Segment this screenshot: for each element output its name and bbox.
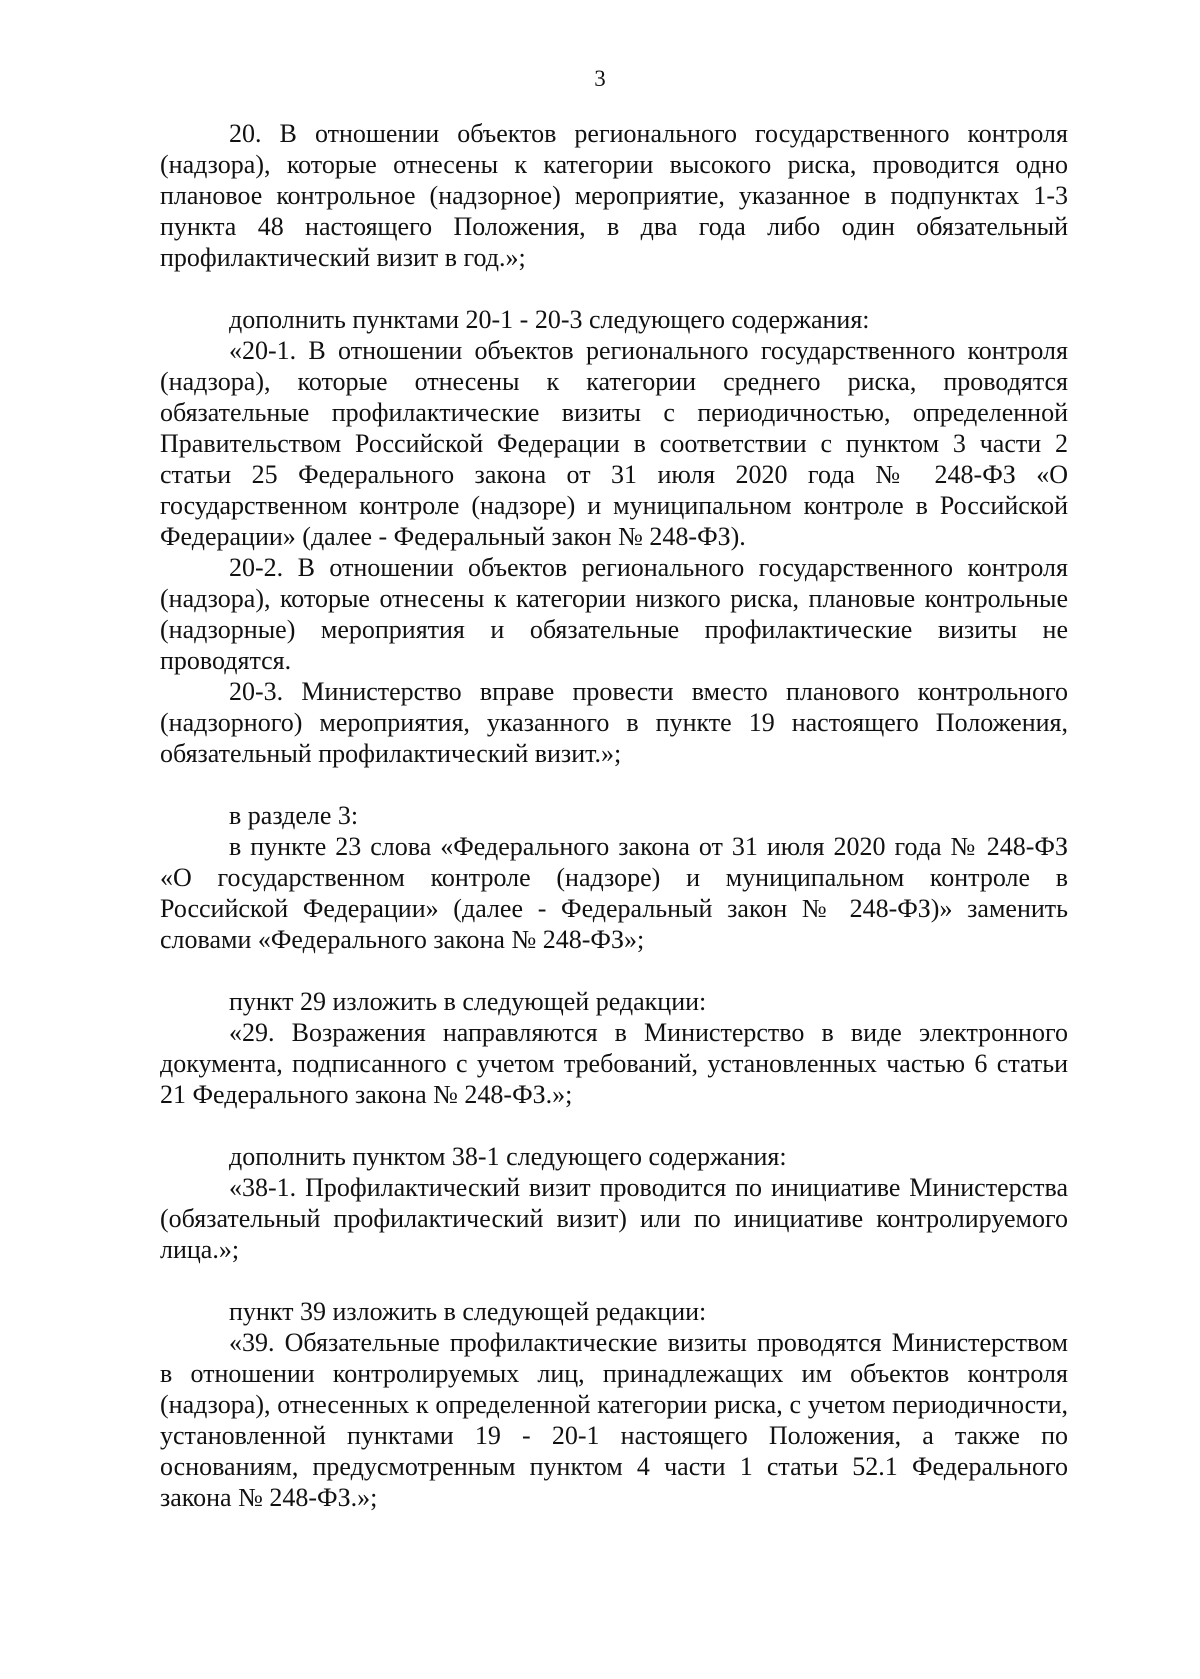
- paragraph-gap: [160, 769, 1068, 800]
- paragraph-item-39-intro: пункт 39 изложить в следующей редакции:: [229, 1297, 707, 1326]
- paragraph-item-20-1: «20-1. В отношении объектов регионального государственного контроля (надзора), которые отнесены к категории среднего риска, проводятся обязательные профилактические визиты с периодичностью, определенной Правительством Российской Федерации в соответствии с пунктом 3 части 2 статьи 25 Федерального закона от 31 июля 2020 года № 248-ФЗ «О государственном контроле (надзоре) и муниципальном контроле в Российской Федерации» (далее - Федеральный закон № 248-ФЗ).: [160, 336, 1068, 551]
- paragraph-item-38-1-intro: дополнить пунктом 38-1 следующего содержания:: [229, 1142, 787, 1171]
- paragraph-amendment-intro: дополнить пунктами 20-1 - 20-3 следующего содержания:: [229, 305, 870, 334]
- paragraph-item-23: в пункте 23 слова «Федерального закона от 31 июля 2020 года № 248-ФЗ «О государственном контроле (надзоре) и муниципальном контроле в Российской Федерации» (далее - Федеральный закон № 248-ФЗ)» заменить словами «Федерального закона № 248-ФЗ»;: [160, 832, 1068, 954]
- paragraph-item-29: «29. Возражения направляются в Министерство в виде электронного документа, подписанного с учетом требований, установленных частью 6 статьи 21 Федерального закона № 248-ФЗ.»;: [160, 1018, 1068, 1109]
- paragraph-gap: [160, 1110, 1068, 1141]
- paragraph-section-3: в разделе 3:: [229, 801, 359, 830]
- paragraph-item-20-2: 20-2. В отношении объектов регионального государственного контроля (надзора), которые отнесены к категории низкого риска, плановые контрольные (надзорные) мероприятия и обязательные профилактические визиты не проводятся.: [160, 553, 1068, 675]
- page-number: 3: [594, 66, 606, 91]
- document-body: [160, 118, 1068, 1513]
- paragraph-item-39: «39. Обязательные профилактические визиты проводятся Министерством в отношении контролируемых лиц, принадлежащих им объектов контроля (надзора), отнесенных к определенной категории риска, с учетом периодичности, установленной пунктами 19 - 20-1 настоящего Положения, а также по основаниям, предусмотренным пунктом 4 части 1 статьи 52.1 Федерального закона № 248-ФЗ.»;: [160, 1328, 1068, 1512]
- paragraph-item-29-intro: пункт 29 изложить в следующей редакции:: [229, 987, 707, 1016]
- paragraph-gap: [160, 273, 1068, 304]
- paragraph-item-20-3: 20-3. Министерство вправе провести вместо планового контрольного (надзорного) мероприятия, указанного в пункте 19 настоящего Положения, обязательный профилактический визит.»;: [160, 677, 1068, 768]
- paragraph-gap: [160, 1265, 1068, 1296]
- paragraph-gap: [160, 955, 1068, 986]
- paragraph-item-20: 20. В отношении объектов регионального государственного контроля (надзора), которые отнесены к категории высокого риска, проводится одно плановое контрольное (надзорное) мероприятие, указанное в подпунктах 1-3 пункта 48 настоящего Положения, в два года либо один обязательный профилактический визит в год.»;: [160, 119, 1068, 272]
- paragraph-item-38-1: «38-1. Профилактический визит проводится по инициативе Министерства (обязательный профилактический визит) или по инициативе контролируемого лица.»;: [160, 1173, 1068, 1264]
